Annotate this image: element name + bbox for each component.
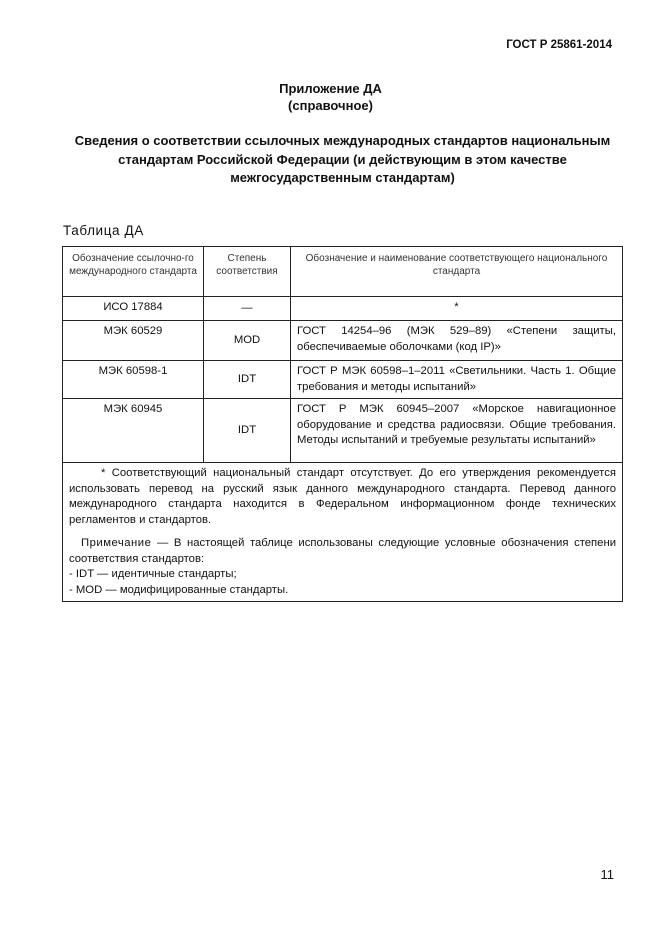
table-notes-row xyxy=(63,463,623,602)
table-row xyxy=(63,361,623,399)
heading-line: Сведения о соответствии ссылочных международных стандартов национальным xyxy=(74,133,611,148)
degree-cell: IDT xyxy=(204,361,291,399)
national-cell: ГОСТ Р МЭК 60598–1–2011 «Светильники. Часть 1. Общие требования и методы испытаний» xyxy=(291,361,623,399)
table-notes xyxy=(63,463,623,602)
correspondence-table xyxy=(62,246,623,602)
reference-cell: МЭК 60529 xyxy=(63,321,204,361)
appendix-heading xyxy=(60,132,625,188)
national-cell: ГОСТ Р МЭК 60945–2007 «Морское навигационное оборудование и средства радиосвязи. Общие требования. Методы испытаний и требуемые результаты испытаний» xyxy=(291,399,623,463)
table-label: Таблица ДА xyxy=(63,223,144,238)
note-item: - MOD — модифицированные стандарты. xyxy=(69,583,289,596)
note-label: Примечание xyxy=(81,537,152,549)
heading-line: межгосударственным стандартам) xyxy=(230,170,455,185)
document-code: ГОСТ Р 25861-2014 xyxy=(506,39,612,51)
degree-cell: MOD xyxy=(204,321,291,361)
column-header-national: Обозначение и наименование соответствующего национального стандарта xyxy=(291,247,623,297)
page-number: 11 xyxy=(600,867,614,882)
table-row xyxy=(63,399,623,463)
table-row xyxy=(63,297,623,321)
degree-cell: — xyxy=(204,297,291,321)
note-paragraph xyxy=(69,536,616,567)
table-header-row xyxy=(63,247,623,297)
reference-cell: МЭК 60598-1 xyxy=(63,361,204,399)
national-cell: * xyxy=(291,297,623,321)
reference-cell: ИСО 17884 xyxy=(63,297,204,321)
degree-cell: IDT xyxy=(204,399,291,463)
table-row xyxy=(63,321,623,361)
heading-line: стандартам Российской Федерации (и действующим в этом качестве xyxy=(118,151,567,167)
note-item: - IDT — идентичные стандарты; xyxy=(69,568,237,580)
reference-cell: МЭК 60945 xyxy=(63,399,204,463)
footnote-text: * Соответствующий национальный стандарт отсутствует. До его утверждения рекомендуется использовать перевод на русский язык данного международного стандарта. Перевод данного международного стандарта находится в Федеральном информационном фонде технических регламентов и стандартов. xyxy=(69,467,616,526)
appendix-subtitle: (справочное) xyxy=(288,98,373,113)
column-header-degree: Степень соответствия xyxy=(204,247,291,297)
appendix-title: Приложение ДА xyxy=(279,81,382,96)
column-header-reference: Обозначение ссылочно-го международного стандарта xyxy=(63,247,204,297)
national-cell: ГОСТ 14254–96 (МЭК 529–89) «Степени защиты, обеспечиваемые оболочками (код IP)» xyxy=(291,321,623,361)
note-text: — В настоящей таблице использованы следующие условные обозначения степени соответствия стандартов: xyxy=(69,537,616,565)
